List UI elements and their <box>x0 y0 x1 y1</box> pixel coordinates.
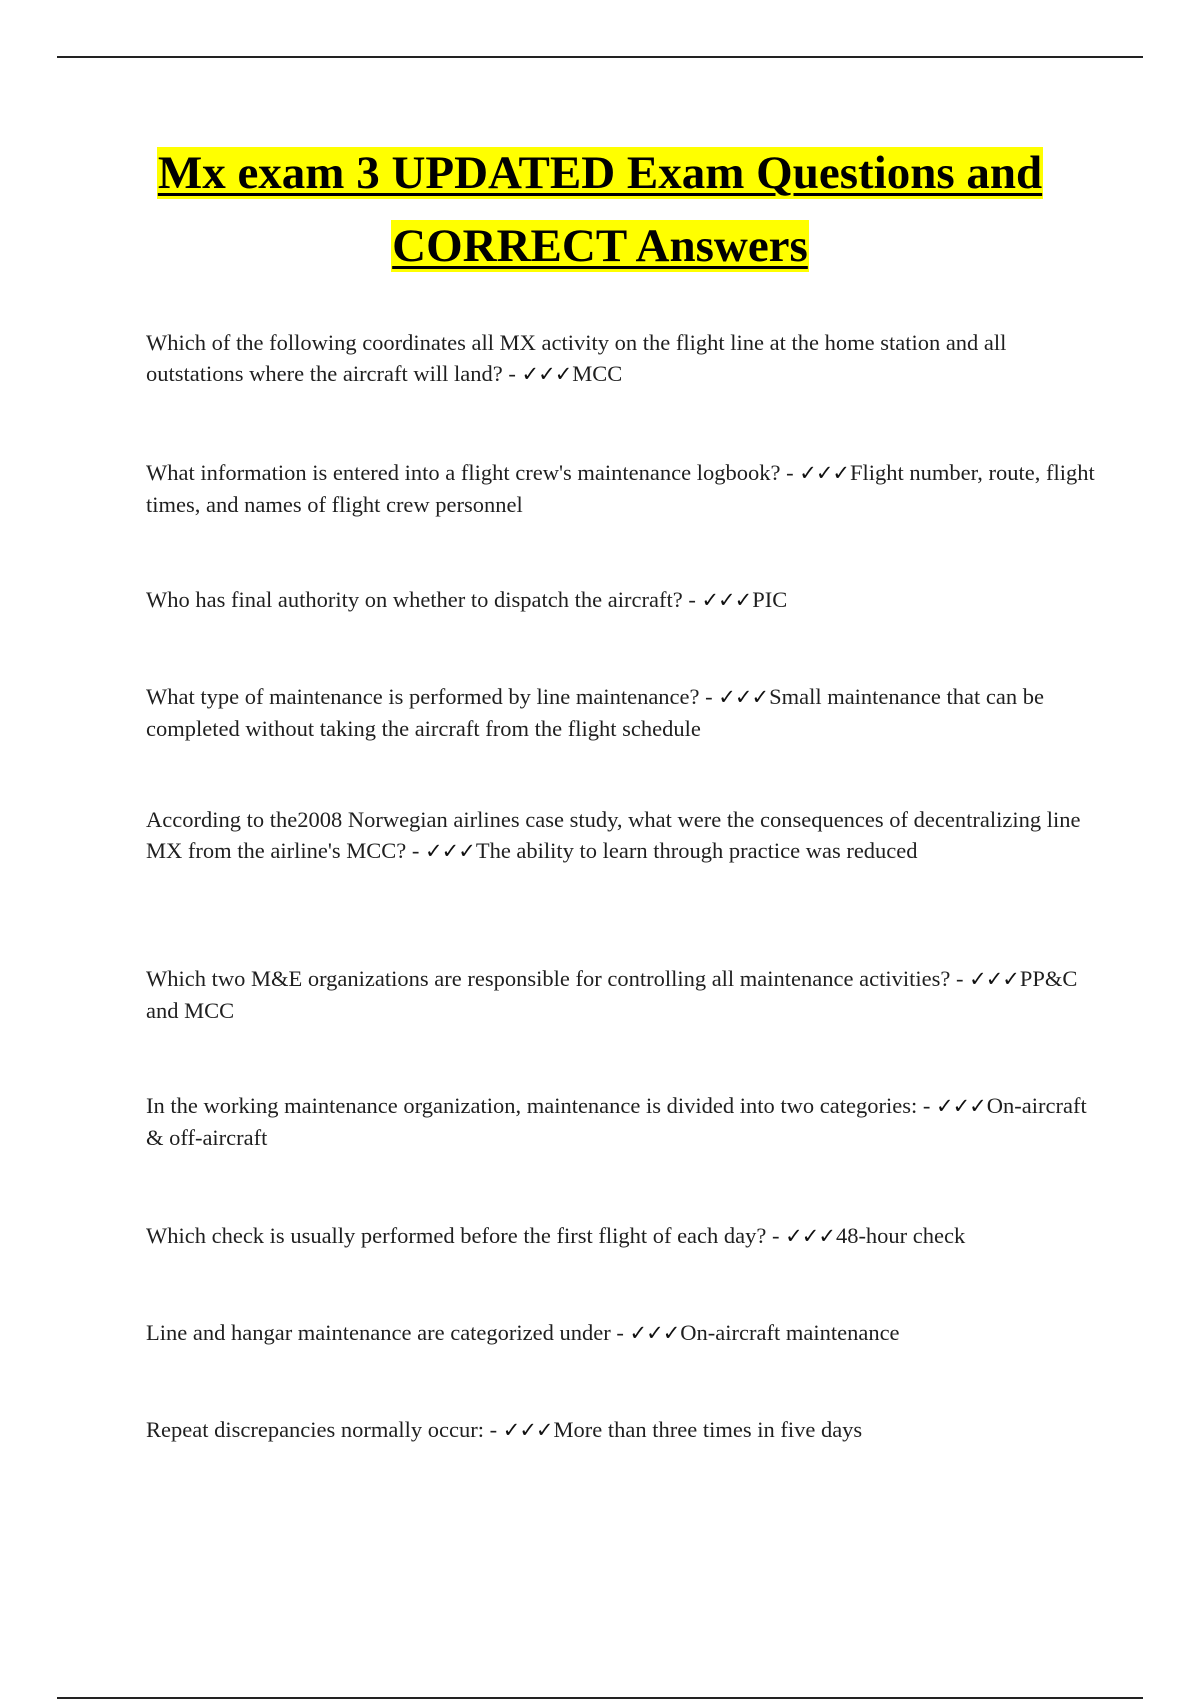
question-text: Line and hangar maintenance are categorized under <box>146 1320 611 1345</box>
check-mark-icon: ✓✓✓ <box>969 967 1019 991</box>
check-mark-icon: ✓✓✓ <box>935 1094 986 1118</box>
answer-text: PIC <box>752 587 788 612</box>
answer-text: MCC <box>572 361 623 386</box>
bottom-divider <box>57 1697 1143 1699</box>
check-mark-icon: ✓✓✓ <box>701 588 752 612</box>
question-text: Who has final authority on whether to dispatch the aircraft? <box>146 587 683 612</box>
check-mark-icon: ✓✓✓ <box>629 1321 680 1345</box>
document-title: Mx exam 3 UPDATED Exam Questions and CORRECT Answers <box>157 147 1043 272</box>
qa-item-10 <box>146 1414 1106 1446</box>
separator: - <box>917 1093 936 1118</box>
qa-item-2 <box>146 457 1106 520</box>
qa-item-1 <box>146 327 1106 390</box>
qa-item-3 <box>146 584 1106 616</box>
answer-text: On-aircraft & off-aircraft <box>146 1093 1087 1150</box>
qa-item-6 <box>146 963 1106 1026</box>
qa-item-9 <box>146 1317 1106 1349</box>
qa-item-8 <box>146 1220 1106 1252</box>
title-block <box>110 142 1090 288</box>
question-text: Which two M&E organizations are responsible for controlling all maintenance activities? <box>146 966 951 991</box>
answer-text: More than three times in five days <box>553 1417 863 1442</box>
answer-text: Small maintenance that can be completed without taking the aircraft from the flight schedule <box>146 684 1044 741</box>
answer-text: The ability to learn through practice was reduced <box>475 838 918 863</box>
check-mark-icon: ✓✓✓ <box>502 1418 553 1442</box>
separator: - <box>610 1320 630 1345</box>
separator: - <box>502 361 522 386</box>
check-mark-icon: ✓✓✓ <box>718 685 769 709</box>
separator: - <box>483 1417 503 1442</box>
answer-text: Flight number, route, flight times, and names of flight crew personnel <box>146 460 1095 517</box>
question-text: Which check is usually performed before the first flight of each day? <box>146 1223 767 1248</box>
answer-text: PP&C and MCC <box>146 966 1078 1023</box>
question-text: According to the2008 Norwegian airlines case study, what were the consequences of decentralizing line MX from the airline's MCC? <box>146 807 1081 863</box>
question-text: What information is entered into a flight crew's maintenance logbook? <box>146 460 781 485</box>
separator: - <box>950 966 970 991</box>
qa-item-7 <box>146 1090 1106 1153</box>
separator: - <box>766 1223 786 1248</box>
separator: - <box>406 838 426 863</box>
question-text: Which of the following coordinates all MX activity on the flight line at the home station and all outstations where the aircraft will land? <box>146 330 1007 386</box>
check-mark-icon: ✓✓✓ <box>785 1224 835 1248</box>
qa-item-4 <box>146 681 1106 744</box>
answer-text: On-aircraft maintenance <box>680 1320 900 1345</box>
separator: - <box>699 684 719 709</box>
check-mark-icon: ✓✓✓ <box>521 362 572 386</box>
answer-text: 48-hour check <box>835 1223 966 1248</box>
question-text: Repeat discrepancies normally occur: <box>146 1417 484 1442</box>
check-mark-icon: ✓✓✓ <box>799 461 850 485</box>
question-text: What type of maintenance is performed by line maintenance? <box>146 684 700 709</box>
separator: - <box>780 460 800 485</box>
separator: - <box>682 587 702 612</box>
qa-item-5 <box>146 804 1106 867</box>
top-divider <box>57 56 1143 58</box>
check-mark-icon: ✓✓✓ <box>425 839 475 863</box>
question-text: In the working maintenance organization, maintenance is divided into two categories: <box>146 1093 918 1118</box>
